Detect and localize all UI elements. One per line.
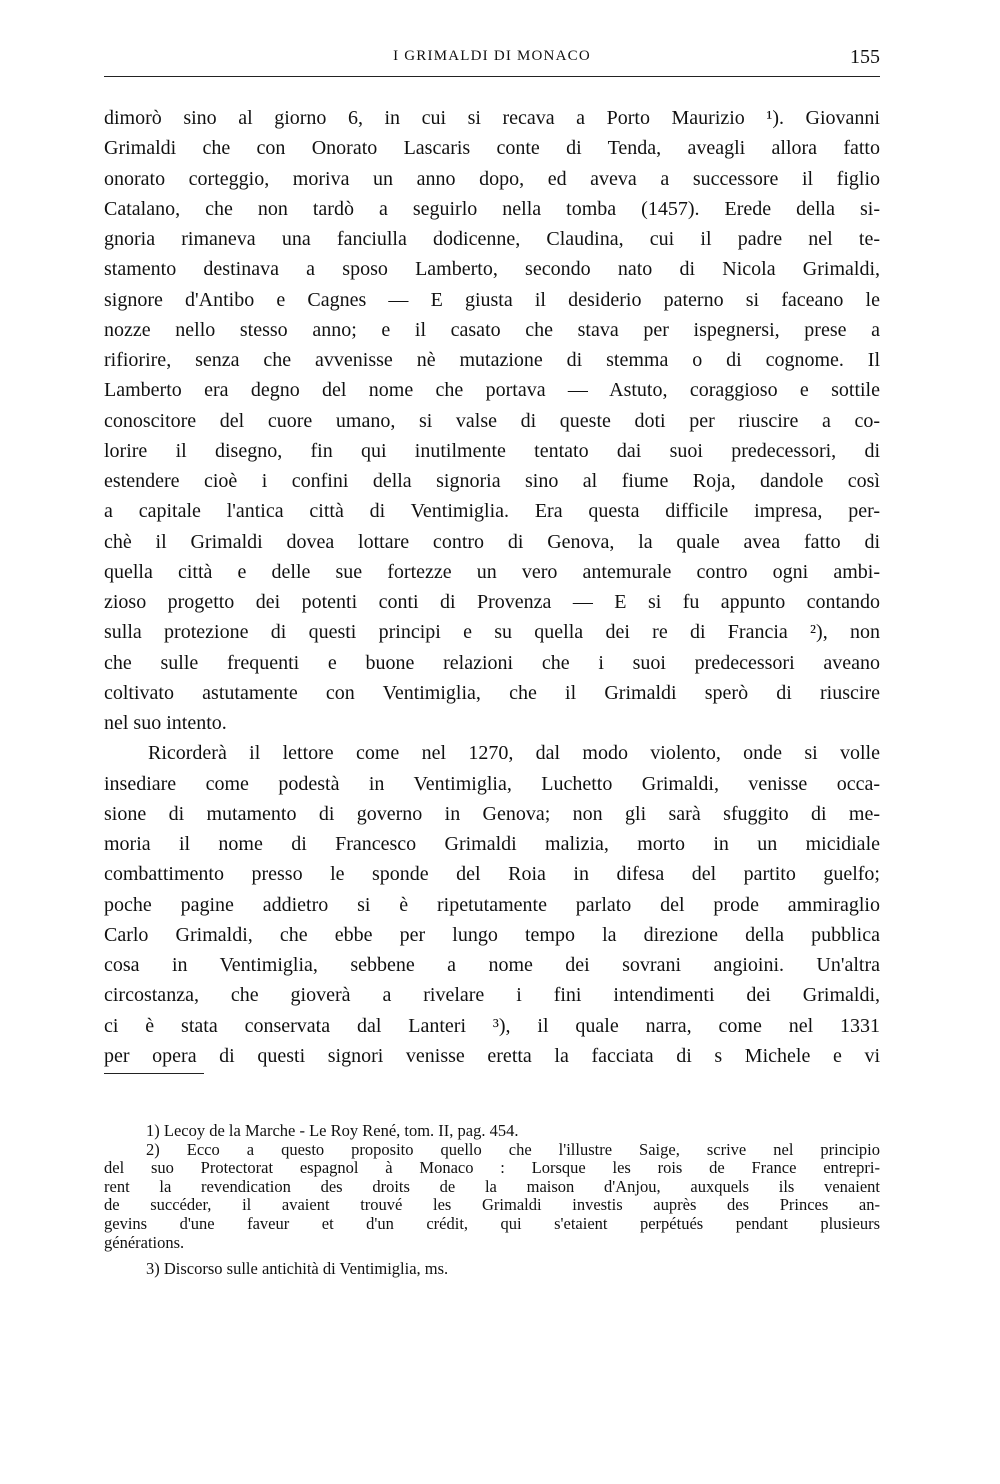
text-line: zioso progetto dei potenti conti di Provenza — E si fu appunto contando bbox=[104, 591, 880, 613]
footnotes bbox=[104, 1122, 880, 1279]
header-rule bbox=[104, 76, 880, 77]
text-line: rifiorire, senza che avvenisse nè mutazione di stemma o di cognome. Il bbox=[104, 349, 880, 371]
text-line: ci è stata conservata dal Lanteri ³), il quale narra, come nel 1331 bbox=[104, 1014, 880, 1037]
footnote-2-line: del suo Protectorat espagnol à Monaco : Lorsque les rois de France entrepri- bbox=[104, 1158, 880, 1178]
text-line: onorato corteggio, moriva un anno dopo, ed aveva a successore il figlio bbox=[104, 167, 880, 190]
text-line: moria il nome di Francesco Grimaldi malizia, morto in un micidiale bbox=[104, 833, 880, 855]
text-line: coltivato astutamente con Ventimiglia, che il Grimaldi sperò di riuscire bbox=[104, 681, 880, 704]
text-line: Carlo Grimaldi, che ebbe per lungo tempo la direzione della pubblica bbox=[104, 923, 880, 946]
text-line: Grimaldi che con Onorato Lascaris conte di Tenda, aveagli allora fatto bbox=[104, 137, 880, 160]
page-header bbox=[104, 46, 880, 78]
text-line: sione di mutamento di governo in Genova; non gli sarà sfuggito di me- bbox=[104, 802, 880, 825]
text-line: quella città e delle sue fortezze un vero antemurale contro ogni ambi- bbox=[104, 560, 880, 583]
text-line: circostanza, che gioverà a rivelare i fini intendimenti dei Grimaldi, bbox=[104, 984, 880, 1007]
text-line: Ricorderà il lettore come nel 1270, dal modo violento, onde si volle bbox=[148, 742, 880, 765]
text-line: gnoria rimaneva una fanciulla dodicenne, Claudina, cui il padre nel te- bbox=[104, 228, 880, 250]
text-line: che sulle frequenti e buone relazioni che i suoi predecessori aveano bbox=[104, 651, 880, 674]
text-line: estendere cioè i confini della signoria sino al fiume Roja, dandole così bbox=[104, 470, 880, 492]
text-line: insediare come podestà in Ventimiglia, Luchetto Grimaldi, venisse occa- bbox=[104, 772, 880, 795]
body-text bbox=[104, 103, 880, 1071]
text-line: dimorò sino al giorno 6, in cui si recava a Porto Maurizio ¹). Giovanni bbox=[104, 107, 880, 129]
text-line: a capitale l'antica città di Ventimiglia. Era questa difficile impresa, per- bbox=[104, 500, 880, 523]
footnote-2-line: gevins d'une faveur et d'un crédit, qui s'etaient perpétués pendant plusieurs bbox=[104, 1213, 880, 1233]
footnote-1: 1) Lecoy de la Marche - Le Roy René, tom. II, pag. 454. bbox=[146, 1121, 519, 1140]
text-line: sulla protezione di questi principi e su quella dei re di Francia ²), non bbox=[104, 621, 880, 644]
text-line: per opera di questi signori venisse eretta la facciata di s Michele e vi bbox=[104, 1044, 880, 1067]
footnote-rule bbox=[104, 1073, 204, 1074]
footnote-2-line: 2) Ecco a questo proposito quello che l'illustre Saige, scrive nel principio bbox=[146, 1139, 880, 1159]
running-title: I GRIMALDI DI MONACO bbox=[393, 48, 591, 64]
text-line: chè il Grimaldi dovea lottare contro di Genova, la quale avea fatto di bbox=[104, 530, 880, 553]
page-number: 155 bbox=[850, 46, 880, 68]
footnote-2-line: générations. bbox=[104, 1232, 185, 1252]
text-line: combattimento presso le sponde del Roia in difesa del partito guelfo; bbox=[104, 863, 880, 886]
text-line: lorire il disegno, fin qui inutilmente tentato dai suoi predecessori, di bbox=[104, 439, 880, 462]
text-line: poche pagine addietro si è ripetutamente parlato del prode ammiraglio bbox=[104, 893, 880, 916]
footnote-2-line: de succéder, il avaient trouvé les Grimaldi investis auprès des Princes an- bbox=[104, 1195, 880, 1215]
text-line: Lamberto era degno del nome che portava — Astuto, coraggioso e sottile bbox=[104, 379, 880, 402]
footnote-2-line: rent la revendication des droits de la maison d'Anjou, auxquels ils venaient bbox=[104, 1176, 880, 1196]
text-line: nozze nello stesso anno; e il casato che stava per ispegnersi, prese a bbox=[104, 318, 880, 341]
text-line: signore d'Antibo e Cagnes — E giusta il desiderio paterno si faceano le bbox=[104, 288, 880, 311]
text-line: nel suo intento. bbox=[104, 712, 227, 734]
text-line: cosa in Ventimiglia, sebbene a nome dei sovrani angioini. Un'altra bbox=[104, 954, 880, 976]
text-line: stamento destinava a sposo Lamberto, secondo nato di Nicola Grimaldi, bbox=[104, 258, 880, 281]
text-line: Catalano, che non tardò a seguirlo nella tomba (1457). Erede della si- bbox=[104, 197, 880, 220]
text-line: conoscitore del cuore umano, si valse di queste doti per riuscire a co- bbox=[104, 409, 880, 432]
footnote-3: 3) Discorso sulle antichità di Ventimiglia, ms. bbox=[146, 1259, 449, 1279]
